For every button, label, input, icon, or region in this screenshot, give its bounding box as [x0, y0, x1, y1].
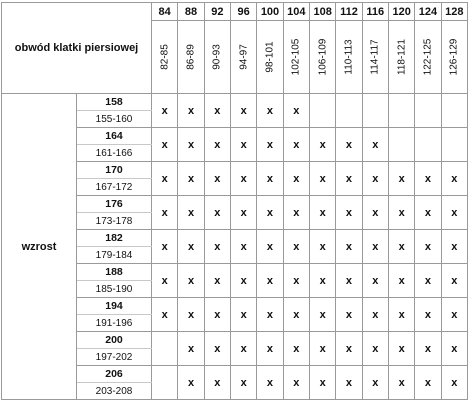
size-number: 92: [204, 3, 230, 21]
size-mark: x: [441, 332, 467, 366]
size-mark: x: [388, 264, 414, 298]
size-mark: x: [257, 230, 283, 264]
size-mark: x: [283, 162, 309, 196]
size-mark: x: [152, 162, 178, 196]
size-mark: x: [415, 298, 441, 332]
chest-range-cell: [283, 21, 309, 94]
size-mark: [388, 128, 414, 162]
size-mark: x: [283, 196, 309, 230]
height-value: 176: [77, 196, 152, 213]
size-mark: x: [415, 264, 441, 298]
size-chart: [1, 2, 467, 397]
size-mark: x: [283, 94, 309, 128]
size-mark: x: [178, 298, 204, 332]
chest-range-cell: [336, 21, 362, 94]
size-mark: x: [441, 366, 467, 400]
chest-range-cell: [178, 21, 204, 94]
size-mark: x: [388, 196, 414, 230]
chest-range: 102-105: [290, 38, 302, 76]
size-mark: x: [283, 298, 309, 332]
chest-range: 98-101: [264, 41, 276, 73]
height-range: 185-190: [77, 281, 152, 298]
chest-range: 90-93: [211, 44, 223, 70]
size-mark: x: [388, 162, 414, 196]
size-mark: x: [204, 264, 230, 298]
size-mark: x: [336, 366, 362, 400]
size-mark: x: [257, 162, 283, 196]
size-mark: x: [257, 332, 283, 366]
size-mark: x: [388, 332, 414, 366]
size-number: 128: [441, 3, 467, 21]
size-mark: [415, 94, 441, 128]
size-mark: x: [441, 162, 467, 196]
size-mark: x: [152, 128, 178, 162]
height-range: 197-202: [77, 349, 152, 366]
height-value: 200: [77, 332, 152, 349]
size-mark: x: [415, 366, 441, 400]
size-mark: [336, 94, 362, 128]
size-mark: x: [178, 332, 204, 366]
chest-range-cell: [257, 21, 283, 94]
size-mark: x: [309, 366, 335, 400]
chest-range: 122-125: [422, 38, 434, 76]
size-mark: x: [441, 298, 467, 332]
size-mark: x: [388, 366, 414, 400]
size-mark: x: [388, 298, 414, 332]
size-mark: x: [231, 128, 257, 162]
size-mark: x: [415, 162, 441, 196]
height-range: 161-166: [77, 145, 152, 162]
chest-range-cell: [309, 21, 335, 94]
size-mark: x: [231, 298, 257, 332]
chest-label: obwód klatki piersiowej: [2, 3, 152, 94]
size-number: 124: [415, 3, 441, 21]
height-value: 170: [77, 162, 152, 179]
size-mark: x: [362, 162, 388, 196]
size-mark: [309, 94, 335, 128]
size-mark: x: [283, 332, 309, 366]
size-mark: x: [309, 264, 335, 298]
size-mark: x: [362, 332, 388, 366]
size-mark: x: [336, 196, 362, 230]
size-mark: x: [336, 264, 362, 298]
chest-range: 86-89: [185, 44, 197, 70]
size-mark: x: [152, 264, 178, 298]
size-mark: x: [309, 298, 335, 332]
height-value: 164: [77, 128, 152, 145]
size-mark: x: [441, 264, 467, 298]
size-number: 116: [362, 3, 388, 21]
size-mark: x: [178, 94, 204, 128]
height-value: 188: [77, 264, 152, 281]
size-mark: x: [204, 332, 230, 366]
chest-range: 118-121: [396, 39, 408, 75]
size-mark: x: [257, 196, 283, 230]
size-mark: x: [336, 332, 362, 366]
size-mark: x: [204, 298, 230, 332]
size-mark: x: [415, 196, 441, 230]
chest-range: 106-109: [317, 38, 329, 76]
size-mark: x: [178, 162, 204, 196]
chest-range-cell: [204, 21, 230, 94]
height-range: 191-196: [77, 315, 152, 332]
size-mark: x: [178, 128, 204, 162]
size-number: 104: [283, 3, 309, 21]
chest-range: 82-85: [159, 44, 171, 70]
size-mark: [441, 94, 467, 128]
size-number: 88: [178, 3, 204, 21]
size-mark: x: [204, 230, 230, 264]
size-mark: x: [309, 332, 335, 366]
size-mark: x: [178, 196, 204, 230]
size-mark: x: [257, 94, 283, 128]
size-mark: x: [283, 128, 309, 162]
size-mark: x: [178, 230, 204, 264]
size-mark: x: [362, 264, 388, 298]
height-range: 203-208: [77, 383, 152, 400]
size-mark: x: [283, 264, 309, 298]
chest-range-cell: [152, 21, 178, 94]
size-mark: x: [415, 230, 441, 264]
size-mark: x: [441, 196, 467, 230]
height-row: [2, 94, 468, 111]
height-value: 206: [77, 366, 152, 383]
size-mark: x: [152, 196, 178, 230]
size-mark: [362, 94, 388, 128]
height-range: 173-178: [77, 213, 152, 230]
size-mark: x: [231, 366, 257, 400]
size-mark: x: [283, 366, 309, 400]
size-number: 120: [388, 3, 414, 21]
size-mark: x: [441, 230, 467, 264]
size-header-row: [2, 3, 468, 21]
size-mark: x: [362, 196, 388, 230]
size-mark: [152, 366, 178, 400]
chest-range-cell: [362, 21, 388, 94]
size-mark: x: [362, 230, 388, 264]
size-mark: [415, 128, 441, 162]
size-mark: [388, 94, 414, 128]
size-mark: x: [231, 230, 257, 264]
size-mark: [152, 332, 178, 366]
height-range: 167-172: [77, 179, 152, 196]
size-mark: x: [231, 264, 257, 298]
size-mark: x: [204, 162, 230, 196]
size-mark: x: [257, 298, 283, 332]
size-mark: x: [309, 230, 335, 264]
size-mark: x: [204, 94, 230, 128]
size-number: 112: [336, 3, 362, 21]
size-mark: x: [257, 264, 283, 298]
size-mark: x: [257, 128, 283, 162]
size-mark: x: [362, 128, 388, 162]
size-mark: x: [204, 128, 230, 162]
size-mark: x: [336, 230, 362, 264]
chest-range-cell: [415, 21, 441, 94]
size-mark: x: [283, 230, 309, 264]
size-mark: x: [415, 332, 441, 366]
height-value: 158: [77, 94, 152, 111]
size-mark: x: [336, 298, 362, 332]
chest-range-cell: [388, 21, 414, 94]
size-mark: [441, 128, 467, 162]
height-range: 155-160: [77, 111, 152, 128]
chest-range-cell: [231, 21, 257, 94]
size-mark: x: [178, 264, 204, 298]
size-number: 84: [152, 3, 178, 21]
size-mark: x: [336, 162, 362, 196]
chest-range: 126-129: [448, 38, 460, 76]
size-mark: x: [336, 128, 362, 162]
chest-range: 94-97: [238, 44, 250, 70]
size-mark: x: [152, 230, 178, 264]
size-table: [1, 2, 468, 400]
size-mark: x: [362, 366, 388, 400]
size-mark: x: [309, 162, 335, 196]
size-mark: x: [204, 196, 230, 230]
height-range: 179-184: [77, 247, 152, 264]
size-mark: x: [362, 298, 388, 332]
height-value: 182: [77, 230, 152, 247]
size-mark: x: [204, 366, 230, 400]
size-number: 108: [309, 3, 335, 21]
size-mark: x: [178, 366, 204, 400]
size-number: 96: [231, 3, 257, 21]
size-mark: x: [309, 128, 335, 162]
size-mark: x: [231, 196, 257, 230]
chest-range-cell: [441, 21, 467, 94]
size-mark: x: [231, 332, 257, 366]
height-label: wzrost: [2, 94, 77, 400]
size-mark: x: [231, 162, 257, 196]
size-mark: x: [152, 94, 178, 128]
size-mark: x: [257, 366, 283, 400]
chest-range: 110-113: [343, 39, 355, 75]
size-number: 100: [257, 3, 283, 21]
height-value: 194: [77, 298, 152, 315]
size-mark: x: [152, 298, 178, 332]
chest-range: 114-117: [369, 39, 381, 75]
size-mark: x: [388, 230, 414, 264]
size-mark: x: [231, 94, 257, 128]
size-mark: x: [309, 196, 335, 230]
